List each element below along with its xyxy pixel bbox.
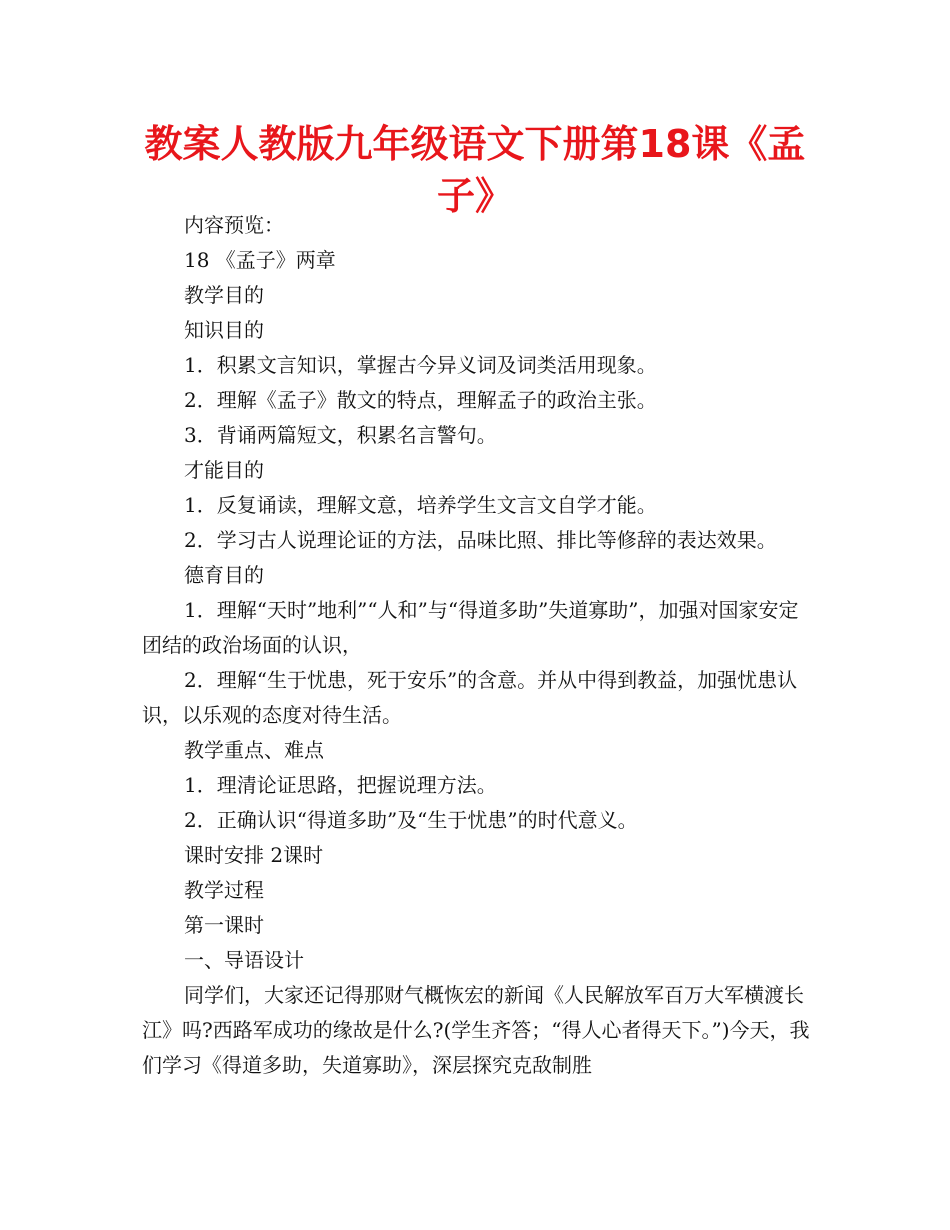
- paragraph-ability-1: 1．反复诵读，理解文意，培养学生文言文自学才能。: [184, 493, 657, 517]
- paragraph-lesson-heading: 18 《孟子》两章: [184, 248, 336, 272]
- paragraph-preview-label: 内容预览：: [184, 213, 284, 237]
- paragraph-process: 教学过程: [184, 878, 264, 902]
- paragraph-intro-design: 一、导语设计: [184, 948, 304, 972]
- document-body: [142, 208, 812, 1083]
- document-title: 教案人教版九年级语文下册第18课《孟子》: [144, 122, 806, 218]
- paragraph-intro-text: 同学们，大家还记得那财气概恢宏的新闻《人民解放军百万大军横渡长江》吗?西路军成功的缘故是什么?(学生齐答；“得人心者得天下。”)今天，我们学习《得道多助，失道寡助》，深层探究克敌制胜: [142, 983, 810, 1077]
- paragraph-ability-goals: 才能目的: [184, 458, 264, 482]
- paragraph-moral-2: 2．理解“生于忧患，死于安乐”的含意。并从中得到教益，加强忧患认识，以乐观的态度对待生活。: [142, 668, 798, 727]
- paragraph-key-1: 1．理清论证思路，把握说理方法。: [184, 773, 497, 797]
- paragraph-knowledge-goals: 知识目的: [184, 318, 264, 342]
- paragraph-key-points: 教学重点、难点: [184, 738, 324, 762]
- paragraph-moral-1: 1．理解“天时”地利”“人和”与“得道多助”失道寡助”，加强对国家安定团结的政治场面的认识，: [142, 598, 799, 657]
- paragraph-knowledge-2: 2．理解《孟子》散文的特点，理解孟子的政治主张。: [184, 388, 657, 412]
- paragraph-ability-2: 2．学习古人说理论证的方法，品味比照、排比等修辞的表达效果。: [184, 528, 777, 552]
- paragraph-key-2: 2．正确认识“得道多助”及“生于忧患”的时代意义。: [184, 808, 638, 832]
- paragraph-moral-goals: 德育目的: [184, 563, 264, 587]
- paragraph-schedule: 课时安排 2课时: [184, 843, 324, 867]
- paragraph-knowledge-3: 3．背诵两篇短文，积累名言警句。: [184, 423, 497, 447]
- paragraph-first-lesson: 第一课时: [184, 913, 264, 937]
- paragraph-knowledge-1: 1．积累文言知识，掌握古今异义词及词类活用现象。: [184, 353, 657, 377]
- paragraph-teaching-goals: 教学目的: [184, 283, 264, 307]
